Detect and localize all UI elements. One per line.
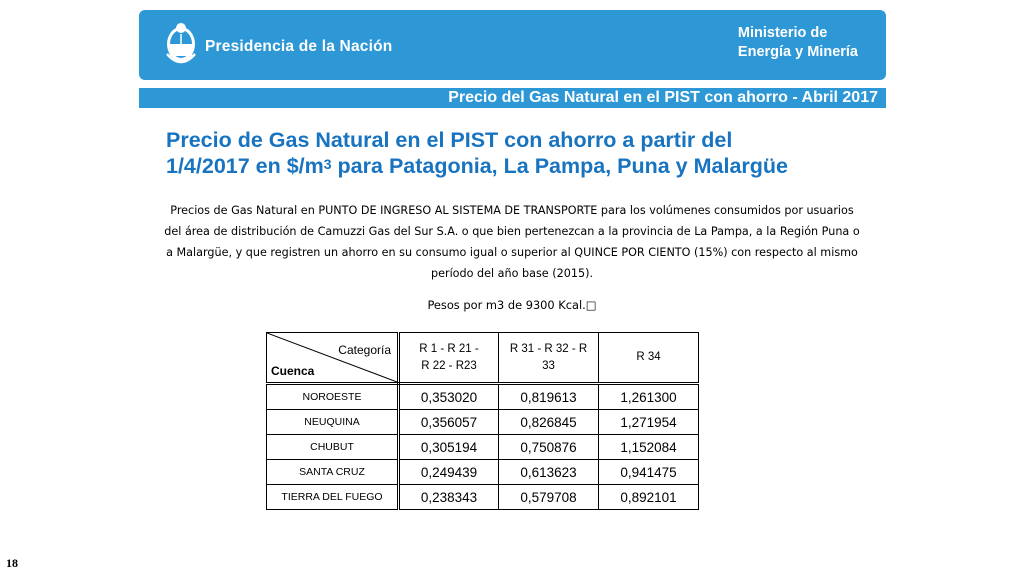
column-header-r31-line-1: R 31 - R 32 - R <box>509 342 588 355</box>
value-cell: 0,305194 <box>399 435 499 460</box>
value-cell: 0,356057 <box>399 410 499 435</box>
value-cell: 0,941475 <box>599 460 699 485</box>
value-cell: 0,826845 <box>499 410 599 435</box>
region-cell: NOROESTE <box>267 384 399 410</box>
table-corner-cell <box>267 333 399 384</box>
cuenca-label: Cuenca <box>271 364 315 378</box>
units-label: Pesos por m3 de 9300 Kcal.□ <box>427 298 597 312</box>
value-cell: 0,892101 <box>599 485 699 510</box>
region-cell: CHUBUT <box>267 435 399 460</box>
description-line-4: período del año base (2015). <box>430 267 594 280</box>
title-line-1: Precio de Gas Natural en el PIST con ahorro a partir del <box>166 128 733 152</box>
value-cell: 0,819613 <box>499 384 599 410</box>
page-number: 18 <box>6 556 18 570</box>
value-cell: 1,152084 <box>599 435 699 460</box>
table-header-row <box>267 333 699 384</box>
column-header-r1 <box>399 333 499 384</box>
section-bar-text: Precio del Gas Natural en el PIST con ahorro - Abril 2017 <box>448 89 878 106</box>
value-cell: 1,271954 <box>599 410 699 435</box>
title-line-2-post: para Patagonia, La Pampa, Puna y Malargüe <box>331 154 789 178</box>
table-row <box>267 410 699 435</box>
table-row <box>267 485 699 510</box>
table-row <box>267 435 699 460</box>
value-cell: 1,261300 <box>599 384 699 410</box>
title-line-2 <box>166 153 906 179</box>
region-cell: SANTA CRUZ <box>267 460 399 485</box>
region-cell: TIERRA DEL FUEGO <box>267 485 399 510</box>
value-cell: 0,750876 <box>499 435 599 460</box>
column-header-r1-line-2: R 22 - R23 <box>421 359 477 372</box>
region-cell: NEUQUINA <box>267 410 399 435</box>
ministerio-line-2: Energía y Minería <box>737 44 858 60</box>
column-header-r34: R 34 <box>599 333 699 384</box>
section-bar <box>139 88 886 108</box>
value-cell: 0,613623 <box>499 460 599 485</box>
coat-of-arms-icon <box>163 20 199 72</box>
categoria-label: Categoría <box>338 343 391 357</box>
ministerio-logo-text <box>738 24 858 62</box>
description <box>140 200 884 284</box>
presidencia-logo-text: Presidencia de la Nación <box>205 38 393 55</box>
value-cell: 0,238343 <box>399 485 499 510</box>
value-cell: 0,579708 <box>499 485 599 510</box>
ministerio-line-1: Ministerio de <box>737 25 828 41</box>
column-header-r1-line-1: R 1 - R 21 - <box>419 342 479 355</box>
description-line-3: a Malargüe, y que registren un ahorro en su consumo igual o superior al QUINCE POR CIENTO (15%) con respecto al mismo <box>166 246 858 259</box>
title-line-2-pre: 1/4/2017 en $/m <box>166 154 324 178</box>
header-banner <box>139 10 886 80</box>
column-header-r31 <box>499 333 599 384</box>
table-row <box>267 384 699 410</box>
description-line-1: Precios de Gas Natural en PUNTO DE INGRESO AL SISTEMA DE TRANSPORTE para los volúmenes consumidos por usuarios <box>170 204 854 217</box>
table-row <box>267 460 699 485</box>
value-cell: 0,249439 <box>399 460 499 485</box>
description-line-2: del área de distribución de Camuzzi Gas del Sur S.A. o que bien pertenezcan a la provincia de La Pampa, a la Región Puna o <box>164 225 860 238</box>
price-table <box>266 332 699 510</box>
value-cell: 0,353020 <box>399 384 499 410</box>
title-superscript: 3 <box>323 156 332 172</box>
column-header-r31-line-2: 33 <box>542 359 555 372</box>
slide-title <box>166 127 906 179</box>
